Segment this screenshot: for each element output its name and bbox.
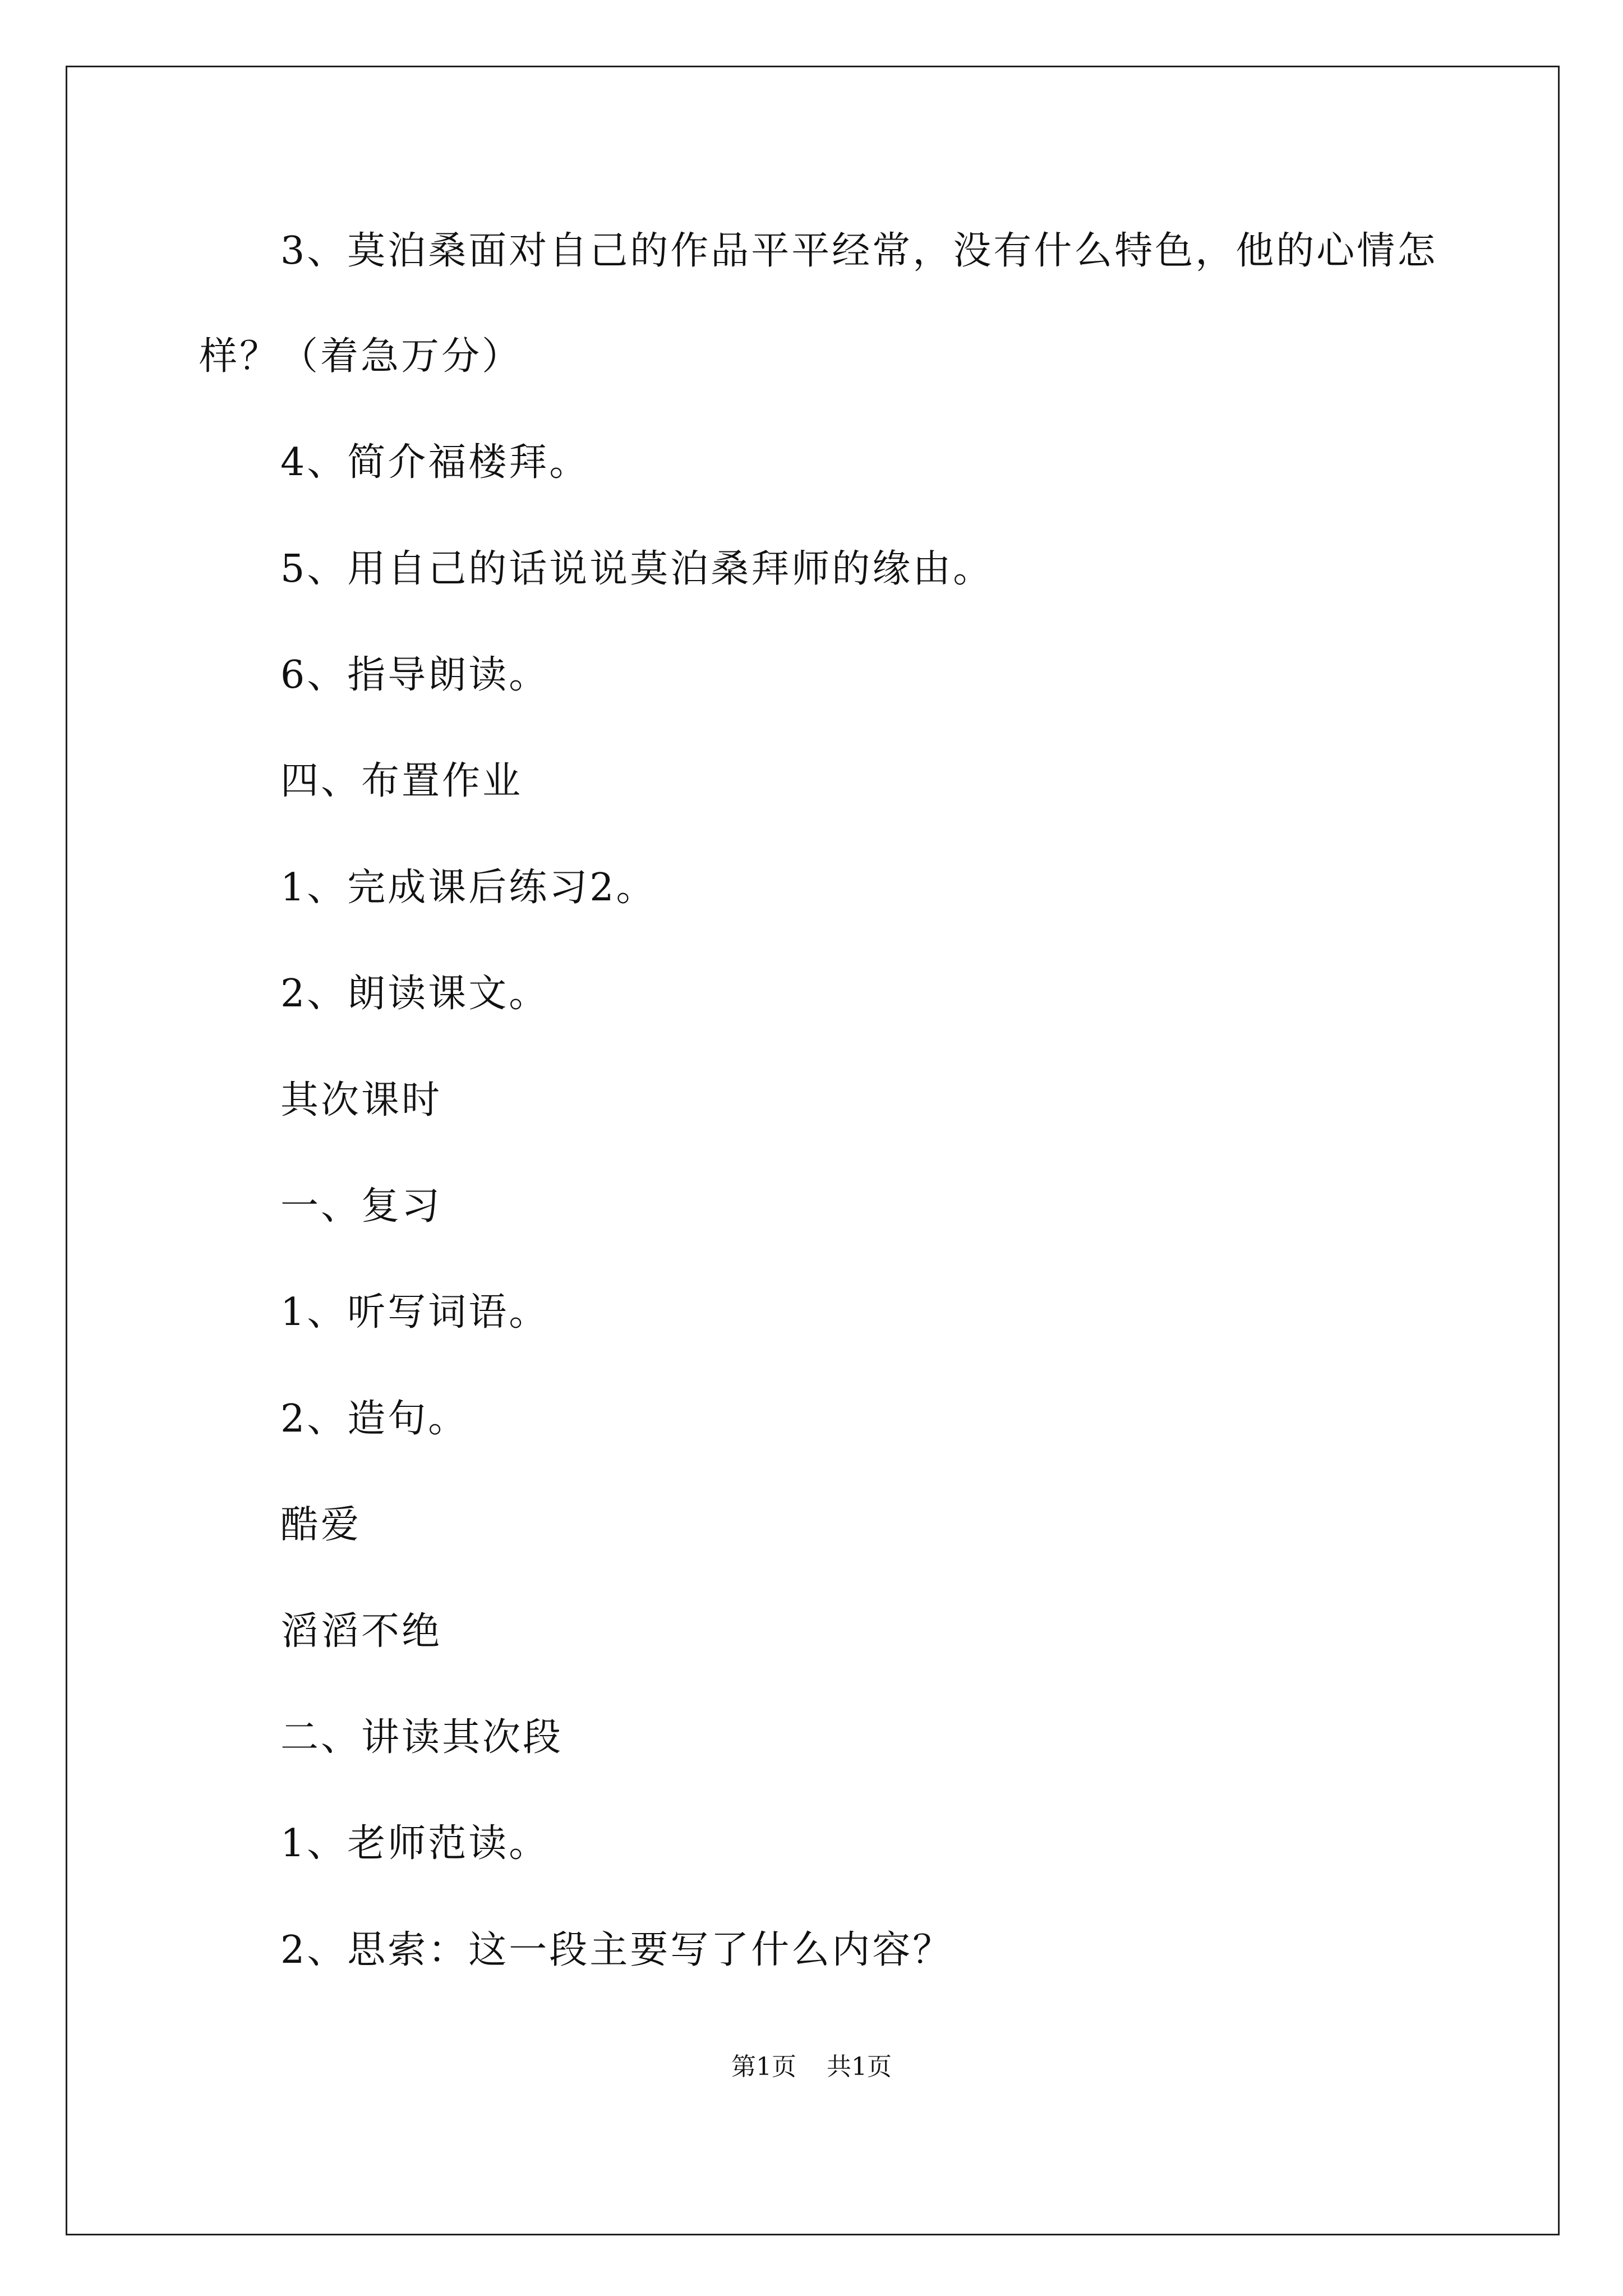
paragraph-7: 1、听写词语。 — [280, 1290, 550, 1335]
paragraph-8: 2、造句。 — [280, 1397, 469, 1441]
paragraph-9: 1、老师范读。 — [280, 1821, 550, 1866]
page-footer — [0, 2050, 1623, 2084]
paragraph-5: 1、完成课后练习2。 — [280, 866, 657, 910]
lesson-heading: 其次课时 — [280, 1078, 442, 1122]
page-number: 第1页 — [731, 2053, 796, 2081]
section-heading-review: 一、复习 — [280, 1184, 442, 1228]
paragraph-10: 2、思索：这一段主要写了什么内容？ — [280, 1928, 953, 1972]
paragraph-1: 3、莫泊桑面对自己的作品平平经常，没有什么特色，他的心情怎 — [280, 229, 1438, 273]
paragraph-6: 2、朗读课文。 — [280, 972, 550, 1016]
paragraph-1-continued: 样？（着急万分） — [199, 334, 523, 379]
page-total: 共1页 — [827, 2053, 892, 2081]
vocab-word-1: 酷爱 — [280, 1503, 362, 1547]
section-heading-assignment: 四、布置作业 — [280, 759, 523, 803]
page-border — [66, 66, 1560, 2235]
paragraph-3: 5、用自己的话说说莫泊桑拜师的缘由。 — [280, 547, 994, 591]
paragraph-4: 6、指导朗读。 — [280, 653, 550, 697]
section-heading-reading: 二、讲读其次段 — [280, 1715, 564, 1760]
vocab-word-2: 滔滔不绝 — [280, 1609, 442, 1654]
paragraph-2: 4、简介福楼拜。 — [280, 440, 590, 485]
